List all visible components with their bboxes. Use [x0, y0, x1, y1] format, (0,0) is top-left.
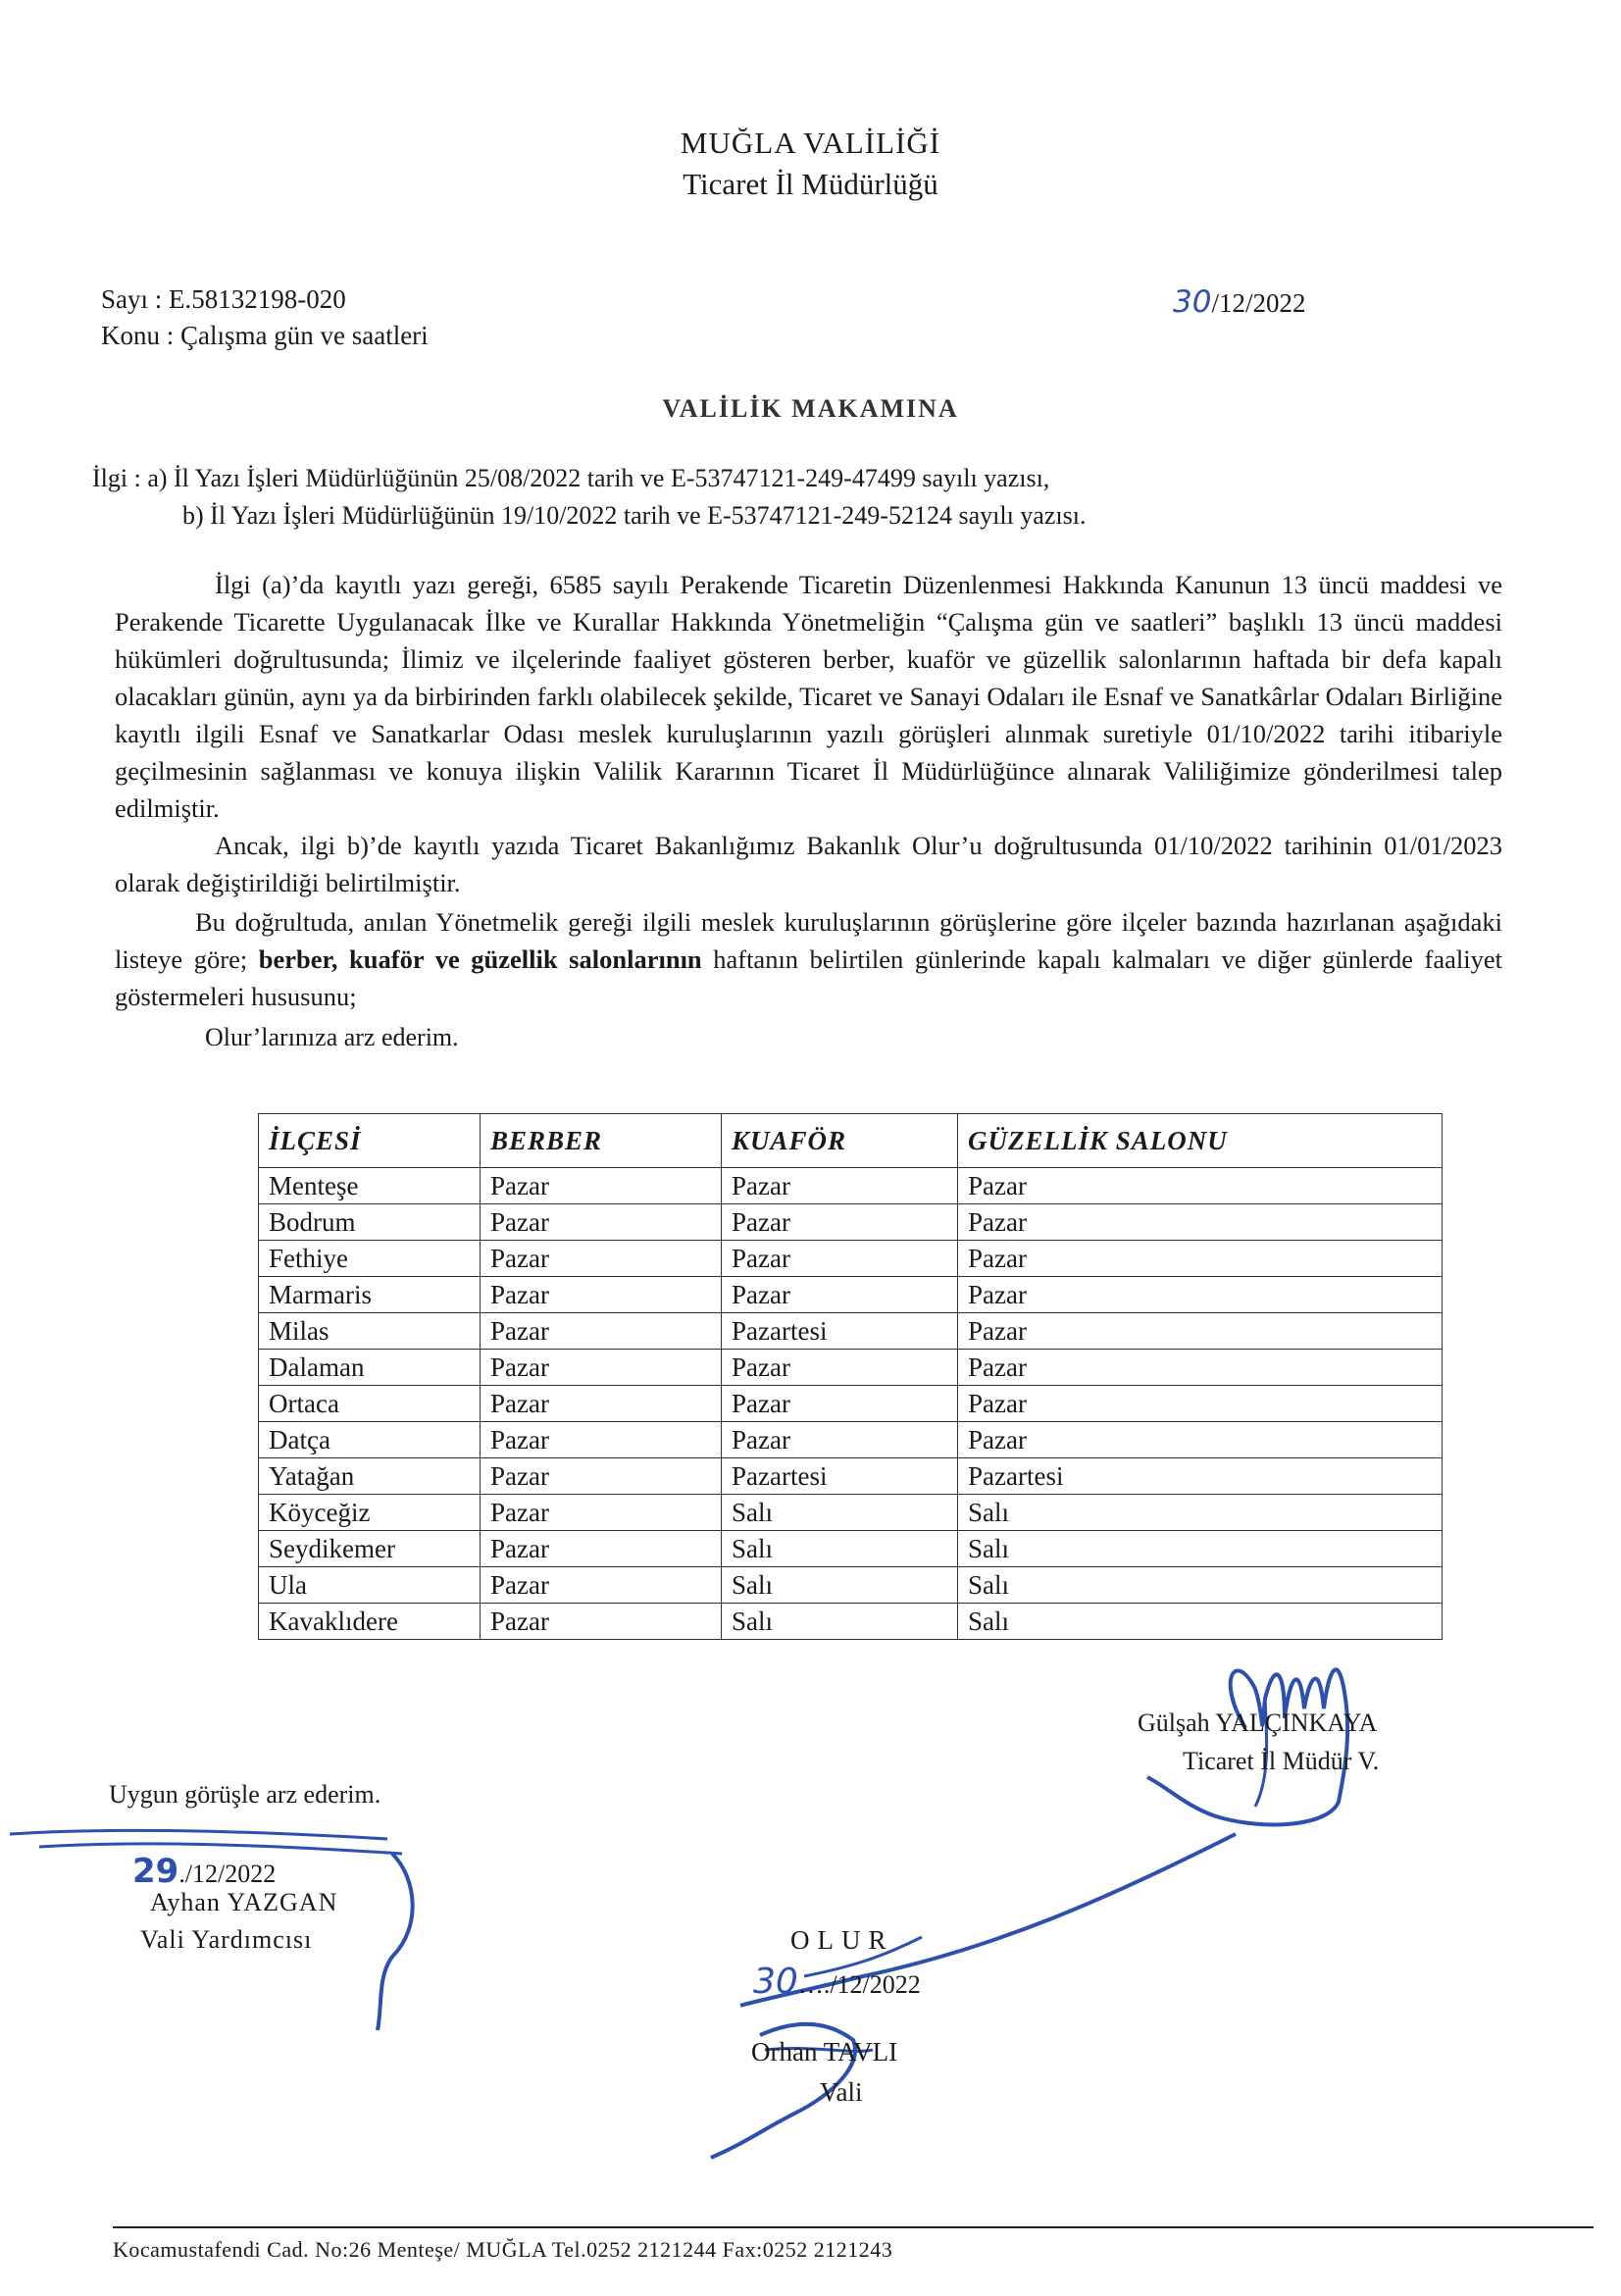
department-name: Ticaret İl Müdürlüğü — [683, 167, 938, 201]
body-paragraph-3 — [115, 903, 1502, 1015]
yardimci-name: Ayhan YAZGAN — [150, 1888, 338, 1916]
yardimci-date — [132, 1852, 276, 1891]
cell-barber: Pazar — [481, 1313, 722, 1350]
document-subject: Konu : Çalışma gün ve saatleri — [101, 321, 429, 350]
cell-hairdresser: Salı — [722, 1567, 958, 1604]
cell-hairdresser: Pazar — [722, 1204, 958, 1241]
cell-barber: Pazar — [481, 1531, 722, 1567]
cell-barber: Pazar — [481, 1277, 722, 1313]
cell-district: Ortaca — [259, 1386, 481, 1422]
yardimci-date-rest: ./12/2022 — [178, 1860, 277, 1888]
table-row — [259, 1313, 1443, 1350]
cell-district: Milas — [259, 1313, 481, 1350]
table-row — [259, 1168, 1443, 1204]
olur-date — [753, 1962, 921, 2002]
table-header-row — [259, 1114, 1443, 1168]
table-row — [259, 1204, 1443, 1241]
cell-barber: Pazar — [481, 1422, 722, 1458]
document-number: Sayı : E.58132198-020 — [101, 284, 346, 314]
cell-beauty-salon: Salı — [958, 1531, 1443, 1567]
cell-beauty-salon: Pazar — [958, 1313, 1443, 1350]
cell-barber: Pazar — [481, 1204, 722, 1241]
cell-district: Marmaris — [259, 1277, 481, 1313]
cell-district: Seydikemer — [259, 1531, 481, 1567]
cell-district: Yatağan — [259, 1458, 481, 1495]
cell-hairdresser: Pazartesi — [722, 1313, 958, 1350]
body-paragraph-1: İlgi (a)’da kayıtlı yazı gereği, 6585 sayılı Perakende Ticaretin Düzenlenmesi Hakkında Kanunun 13 üncü maddesi ve Perakende Ticarette Uygulanacak İlke ve Kurallar Hakkında Yönetmeliğin “Çalışma gün ve saatleri” başlıklı 13 üncü maddesi hükümleri doğrultusunda; İlimiz ve ilçelerinde faaliyet gösteren berber, kuaför ve güzellik salonlarının haftada bir defa kapalı olacakları günün, aynı ya da birbirinden farklı olabilecek şekilde, Ticaret ve Sanayi Odaları ile Esnaf ve Sanatkârlar Odaları Birliğine kayıtlı ilgili Esnaf ve Sanatkarlar Odası meslek kuruluşlarının yazılı görüşleri alınmak suretiyle 01/10/2022 tarihi itibariyle geçilmesinin sağlanması ve konuya ilişkin Valilik Kararının Ticaret İl Müdürlüğünce alınarak Valiliğimize gönderilmesi talep edilmiştir. — [115, 570, 1502, 823]
olur-handwritten-day: 30 — [753, 1962, 798, 2002]
cell-hairdresser: Pazartesi — [722, 1458, 958, 1495]
cell-beauty-salon: Pazar — [958, 1204, 1443, 1241]
cell-barber: Pazar — [481, 1386, 722, 1422]
cell-barber: Pazar — [481, 1241, 722, 1277]
mudur-title: Ticaret İl Müdür V. — [1183, 1747, 1380, 1775]
vali-title: Vali — [820, 2077, 863, 2107]
submission-line: Olur’larınıza arz ederim. — [205, 1023, 459, 1051]
col-header-beauty-salon: GÜZELLİK SALONU — [958, 1114, 1443, 1168]
col-header-barber: BERBER — [481, 1114, 722, 1168]
table-row — [259, 1422, 1443, 1458]
closing-days-table — [258, 1113, 1443, 1640]
institution-name: MUĞLA VALİLİĞİ — [680, 126, 941, 160]
table-row — [259, 1604, 1443, 1640]
cell-beauty-salon: Pazar — [958, 1168, 1443, 1204]
table-row — [259, 1531, 1443, 1567]
table-row — [259, 1386, 1443, 1422]
cell-district: Menteşe — [259, 1168, 481, 1204]
cell-beauty-salon: Salı — [958, 1604, 1443, 1640]
paragraph-3-end: haftanın belirtilen günlerinde kapalı kalmaları ve diğer günlerde faaliyet göstermeleri hususunu; — [115, 944, 1503, 1011]
cell-beauty-salon: Pazar — [958, 1277, 1443, 1313]
cell-hairdresser: Pazar — [722, 1422, 958, 1458]
date-month-year: /12/2022 — [1211, 288, 1306, 318]
cell-beauty-salon: Salı — [958, 1495, 1443, 1531]
cell-barber: Pazar — [481, 1458, 722, 1495]
cell-hairdresser: Pazar — [722, 1241, 958, 1277]
cell-district: Köyceğiz — [259, 1495, 481, 1531]
table-row — [259, 1458, 1443, 1495]
table-row — [259, 1495, 1443, 1531]
footer-address: Kocamustafendi Cad. No:26 Menteşe/ MUĞLA Tel.0252 2121244 Fax:0252 2121243 — [113, 2237, 893, 2262]
cell-hairdresser: Pazar — [722, 1386, 958, 1422]
table-row — [259, 1277, 1443, 1313]
yardimci-title: Vali Yardımcısı — [140, 1925, 313, 1954]
cell-barber: Pazar — [481, 1567, 722, 1604]
document-date — [1173, 284, 1305, 320]
cell-hairdresser: Pazar — [722, 1168, 958, 1204]
reference-b: b) İl Yazı İşleri Müdürlüğünün 19/10/2022 tarih ve E-53747121-249-52124 sayılı yazısı. — [182, 501, 1087, 530]
cell-hairdresser: Pazar — [722, 1350, 958, 1386]
cell-district: Ula — [259, 1567, 481, 1604]
cell-district: Datça — [259, 1422, 481, 1458]
cell-beauty-salon: Pazar — [958, 1422, 1443, 1458]
cell-beauty-salon: Pazar — [958, 1350, 1443, 1386]
cell-barber: Pazar — [481, 1495, 722, 1531]
body-paragraph-2: Ancak, ilgi b)’de kayıtlı yazıda Ticaret Bakanlığımız Bakanlık Olur’u doğrultusunda 01/10/2022 tarihinin 01/01/2023 olarak değiştirildiği belirtilmiştir. — [115, 831, 1502, 897]
approval-note: Uygun görüşle arz ederim. — [109, 1780, 381, 1809]
handwritten-day: 30 — [1173, 284, 1212, 320]
table-row — [259, 1241, 1443, 1277]
cell-hairdresser: Pazar — [722, 1277, 958, 1313]
cell-beauty-salon: Pazar — [958, 1241, 1443, 1277]
cell-district: Fethiye — [259, 1241, 481, 1277]
cell-district: Bodrum — [259, 1204, 481, 1241]
cell-hairdresser: Salı — [722, 1531, 958, 1567]
cell-district: Kavaklıdere — [259, 1604, 481, 1640]
cell-beauty-salon: Salı — [958, 1567, 1443, 1604]
vali-name: Orhan TAVLI — [751, 2037, 898, 2066]
olur-heading: OLUR — [790, 1925, 894, 1955]
table-body — [259, 1168, 1443, 1640]
mudur-signature-scribble — [1128, 1640, 1383, 1836]
col-header-district: İLÇESİ — [259, 1114, 481, 1168]
paragraph-3-intro: Bu doğrultuda, anılan Yönetmelik gereği ilgili meslek kuruluşlarının görüşlerine göre ilçeler bazında hazırlanan aşağıdaki listeye göre; — [115, 907, 1502, 974]
col-header-hairdresser: KUAFÖR — [722, 1114, 958, 1168]
cell-barber: Pazar — [481, 1168, 722, 1204]
yardimci-handwritten-day: 29 — [132, 1852, 179, 1891]
cell-beauty-salon: Pazartesi — [958, 1458, 1443, 1495]
addressee: VALİLİK MAKAMINA — [662, 394, 959, 423]
cell-barber: Pazar — [481, 1350, 722, 1386]
mudur-name: Gülşah YALÇINKAYA — [1138, 1709, 1378, 1737]
cell-hairdresser: Salı — [722, 1604, 958, 1640]
cell-district: Dalaman — [259, 1350, 481, 1386]
table-row — [259, 1350, 1443, 1386]
cell-beauty-salon: Pazar — [958, 1386, 1443, 1422]
reference-a: İlgi : a) İl Yazı İşleri Müdürlüğünün 25/08/2022 tarih ve E-53747121-249-47499 sayılı yazısı, — [92, 464, 1050, 492]
paragraph-3-emphasis: berber, kuaför ve güzellik salonlarının — [258, 944, 702, 974]
table-row — [259, 1567, 1443, 1604]
cell-hairdresser: Salı — [722, 1495, 958, 1531]
cell-barber: Pazar — [481, 1604, 722, 1640]
footer-divider — [113, 2226, 1594, 2228]
olur-date-rest: …./12/2022 — [797, 1970, 921, 1999]
